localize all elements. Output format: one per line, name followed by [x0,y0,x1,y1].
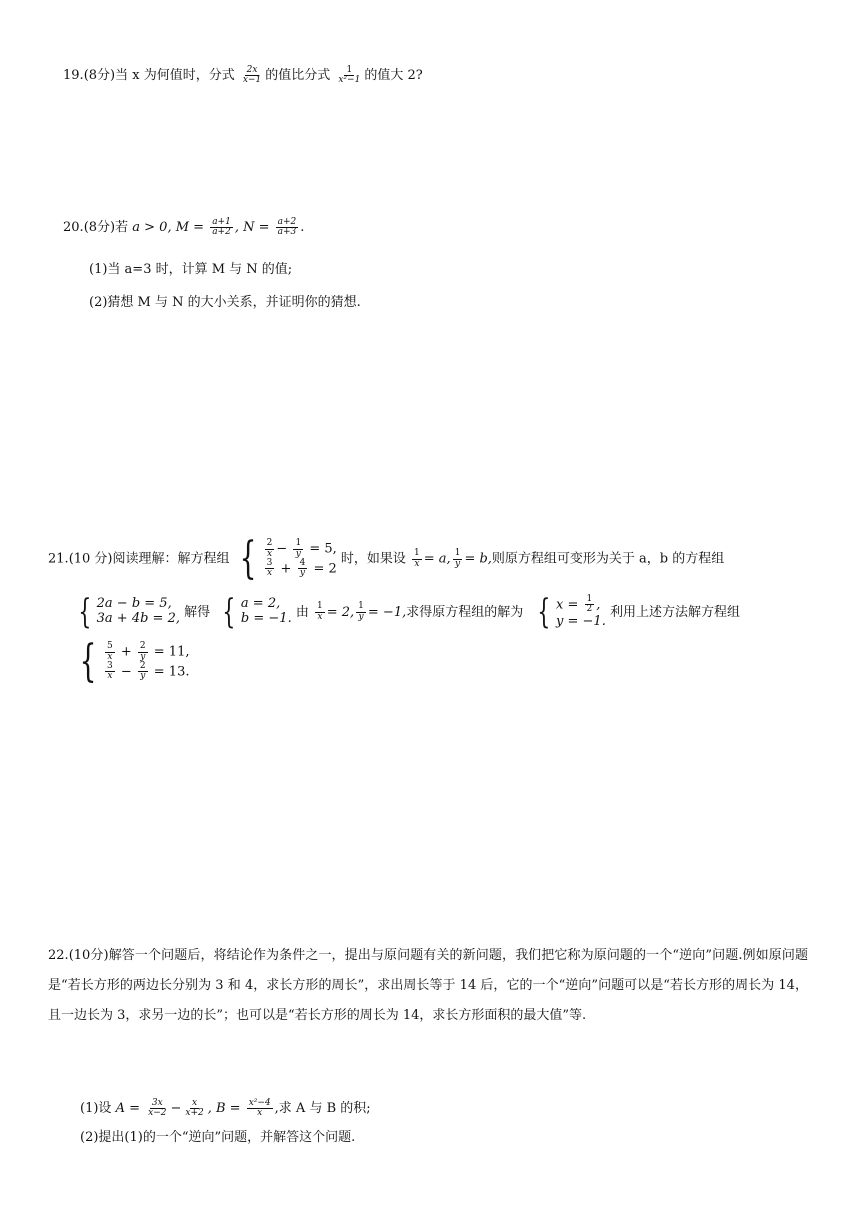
q19-fraction-1: $\frac{2x}{x-1}$ [242,64,262,85]
q21-text-f: 求得原方程组的解为 [406,604,524,620]
q19-score: (8分) [83,68,116,83]
q20-end: . [300,220,305,235]
question-22 [48,941,808,1031]
q20-condition: a > 0, M = [132,220,205,235]
q20-part-1: (1)当 a=3 时，计算 M 与 N 的值; [89,262,293,277]
question-21-system-4 [74,636,190,687]
q22-text: 解答一个问题后，将结论作为条件之一，提出与原问题有关的新问题，我们把它称为原问题的一个“逆向”问题.例如原问题是“若长方形的两边长分别为 3 和 4，求长方形的周长”，求出周长等于 14 后，它的一个“逆向”问题可以是“若长方形的周长为 14，且一边长为 3，求另一边的长”；也可以是“若长方形的周长为 14，求长方形面积的最大值”等. [48,948,808,1023]
q21-sub-a: = a, [423,551,451,567]
q21-number: 21. [48,551,69,567]
q22-b-fraction: $\frac{\text{x²−4}}{x}$ [248,1097,271,1118]
q22-score: (10分) [68,948,109,963]
q20-m-fraction: $\frac{a+1}{a+2}$ [212,216,231,237]
q22-a-fraction-2: $\frac{x}{x+2}$ [185,1097,204,1118]
q22-part-1: (1)设 A = $\frac{3x}{x-2}$ − $\frac{x}{x+2}$ , B = $\frac{\text{x²−4}}{x}$ ,求 A 与 B 的积; [80,1097,371,1118]
q21-system-2: { 2a − b = 5, 3a + 4b = 2, [78,592,180,633]
q19-fraction-2: $\frac{1}{\text{x²−1}}$ [338,64,361,85]
q21-sub-fraction-a: $\frac{1}{x}$ [414,548,420,569]
q19-text-a: 当 x 为何值时，分式 [115,68,235,83]
q21-sub-fraction-b: $\frac{1}{y}$ [454,548,461,569]
q21-score: (10 分) [68,551,113,567]
q21-text-c: 则原方程组可变形为关于 a，b 的方程组 [491,551,725,567]
q21-eq-b: = −1, [367,604,407,620]
q20-part-2: (2)猜想 M 与 N 的大小关系，并证明你的猜想. [89,295,361,310]
q21-eq-fraction-b: $\frac{1}{y}$ [358,601,364,622]
q22-a-fraction-1: $\frac{3x}{x-2}$ [148,1097,167,1118]
q21-eq-fraction-a: $\frac{1}{x}$ [317,601,323,622]
q21-solution: { x = $\frac{1}{2}$ , y = −1. [537,592,606,633]
q21-system-3: { a = 2, b = −1. [222,592,292,633]
q21-text-d: 解得 [184,604,211,620]
q22-b-label: , B = [207,1101,241,1116]
q19-number: 19. [63,68,84,83]
question-21-line-2 [74,592,740,633]
q22-p1-end: ,求 A 与 B 的积; [274,1101,371,1116]
q20-n-fraction: $\frac{a+2}{a+3}$ [277,216,297,237]
q20-number: 20. [63,220,84,235]
question-21-line-1 [48,533,725,584]
q21-text-e: 由 [295,604,309,620]
q19-text-c: 的值大 2? [364,68,423,83]
q21-text-b: 时，如果设 [340,551,406,567]
q20-n-label: , N = [234,220,270,235]
q20-score: (8分) [83,220,116,235]
q22-p1-label: (1)设 [80,1101,112,1116]
q21-system-4: { $\frac{5}{x}$ + $\frac{2}{y}$ = 11, $\frac{3}{x}$ − $\frac{2}{y}$ = 13. [79,636,190,687]
q21-text-a: 阅读理解：解方程组 [112,551,230,567]
q21-system-1: { $\frac{2}{x}$ − $\frac{1}{y}$ = 5, $\frac{3}{x}$ + $\frac{4}{y}$ = 2 [239,533,337,584]
question-19 [63,64,423,85]
q20-text-a: 若 [115,220,129,235]
q22-part-2: (2)提出(1)的一个“逆向”问题，并解答这个问题. [80,1130,356,1145]
q22-a-label: A = [115,1101,140,1116]
question-20 [63,216,304,237]
q19-text-b: 的值比分式 [265,68,331,83]
q21-text-g: 利用上述方法解方程组 [609,604,740,620]
q21-sub-b: = b, [464,551,492,567]
q22-number: 22. [48,948,69,963]
q21-eq-a: = 2, [326,604,355,620]
